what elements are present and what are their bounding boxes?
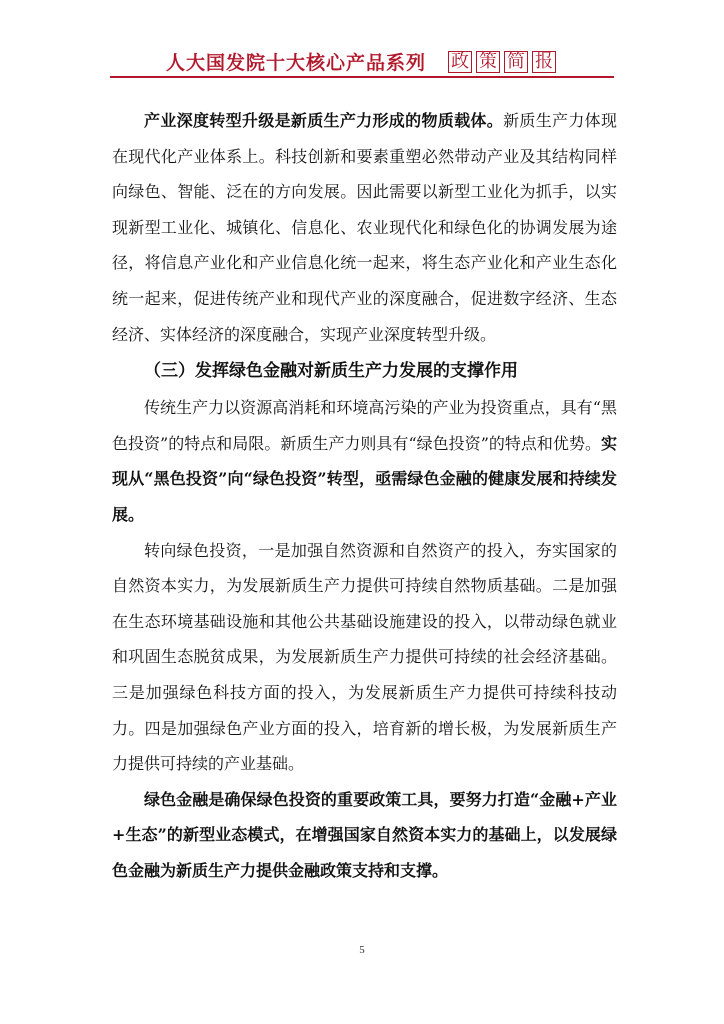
paragraph-green-investment bbox=[112, 390, 617, 532]
brand-char-3: 简 bbox=[504, 51, 528, 73]
page-header bbox=[110, 48, 614, 75]
paragraph-text: 新质生产力体现在现代化产业体系上。科技创新和要素重塑必然带动产业及其结构同样向绿色、智能、泛在的方向发展。因此需要以新型工业化为抓手，以实现新型工业化、城镇化、信息化、农业现代化和绿色化的协调发展为途径，将信息产业化和产业信息化统一起来，将生态产业化和产业生态化统一起来，促进传统产业和现代产业的深度融合，促进数字经济、生态经济、实体经济的深度融合，实现产业深度转型升级。 bbox=[112, 111, 617, 344]
section-heading-3: （三）发挥绿色金融对新质生产力发展的支撑作用 bbox=[144, 361, 518, 382]
header-divider bbox=[110, 76, 614, 78]
paragraph-lead-bold: 产业深度转型升级是新质生产力形成的物质载体。 bbox=[144, 111, 504, 130]
brand-char-4: 报 bbox=[532, 51, 556, 73]
paragraph-emphasis-bold: 实现从“黑色投资”向“绿色投资”转型，亟需绿色金融的健康发展和持续发展。 bbox=[112, 433, 617, 524]
paragraph-green-finance bbox=[112, 782, 617, 889]
paragraph-industry-upgrade bbox=[112, 103, 617, 352]
page-number: 5 bbox=[359, 944, 365, 956]
brand-char-2: 策 bbox=[476, 51, 500, 73]
series-title: 人大国发院十大核心产品系列 bbox=[165, 52, 426, 74]
paragraph-investment-directions: 转向绿色投资，一是加强自然资源和自然资产的投入，夯实国家的自然资本实力，为发展新质生产力提供可持续自然物质基础。二是加强在生态环境基础设施和其他公共基础设施建设的投入，以带动绿色就业和巩固生态脱贫成果，为发展新质生产力提供可持续的社会经济基础。三是加强绿色科技方面的投入，为发展新质生产力提供可持续科技动力。四是加强绿色产业方面的投入，培育新的增长极，为发展新质生产力提供可持续的产业基础。 bbox=[112, 540, 617, 774]
policy-brief-brand bbox=[446, 51, 558, 73]
brand-char-1: 政 bbox=[448, 51, 472, 73]
document-body bbox=[112, 103, 617, 888]
paragraph-text: 传统生产力以资源高消耗和环境高污染的产业为投资重点，具有“黑色投资”的特点和局限。新质生产力则具有“绿色投资”的特点和优势。 bbox=[112, 398, 617, 453]
paragraph-bold: 绿色金融是确保绿色投资的重要政策工具，要努力打造“金融+产业+生态”的新型业态模式，在增强国家自然资本实力的基础上，以发展绿色金融为新质生产力提供金融政策支持和支撑。 bbox=[112, 789, 617, 880]
